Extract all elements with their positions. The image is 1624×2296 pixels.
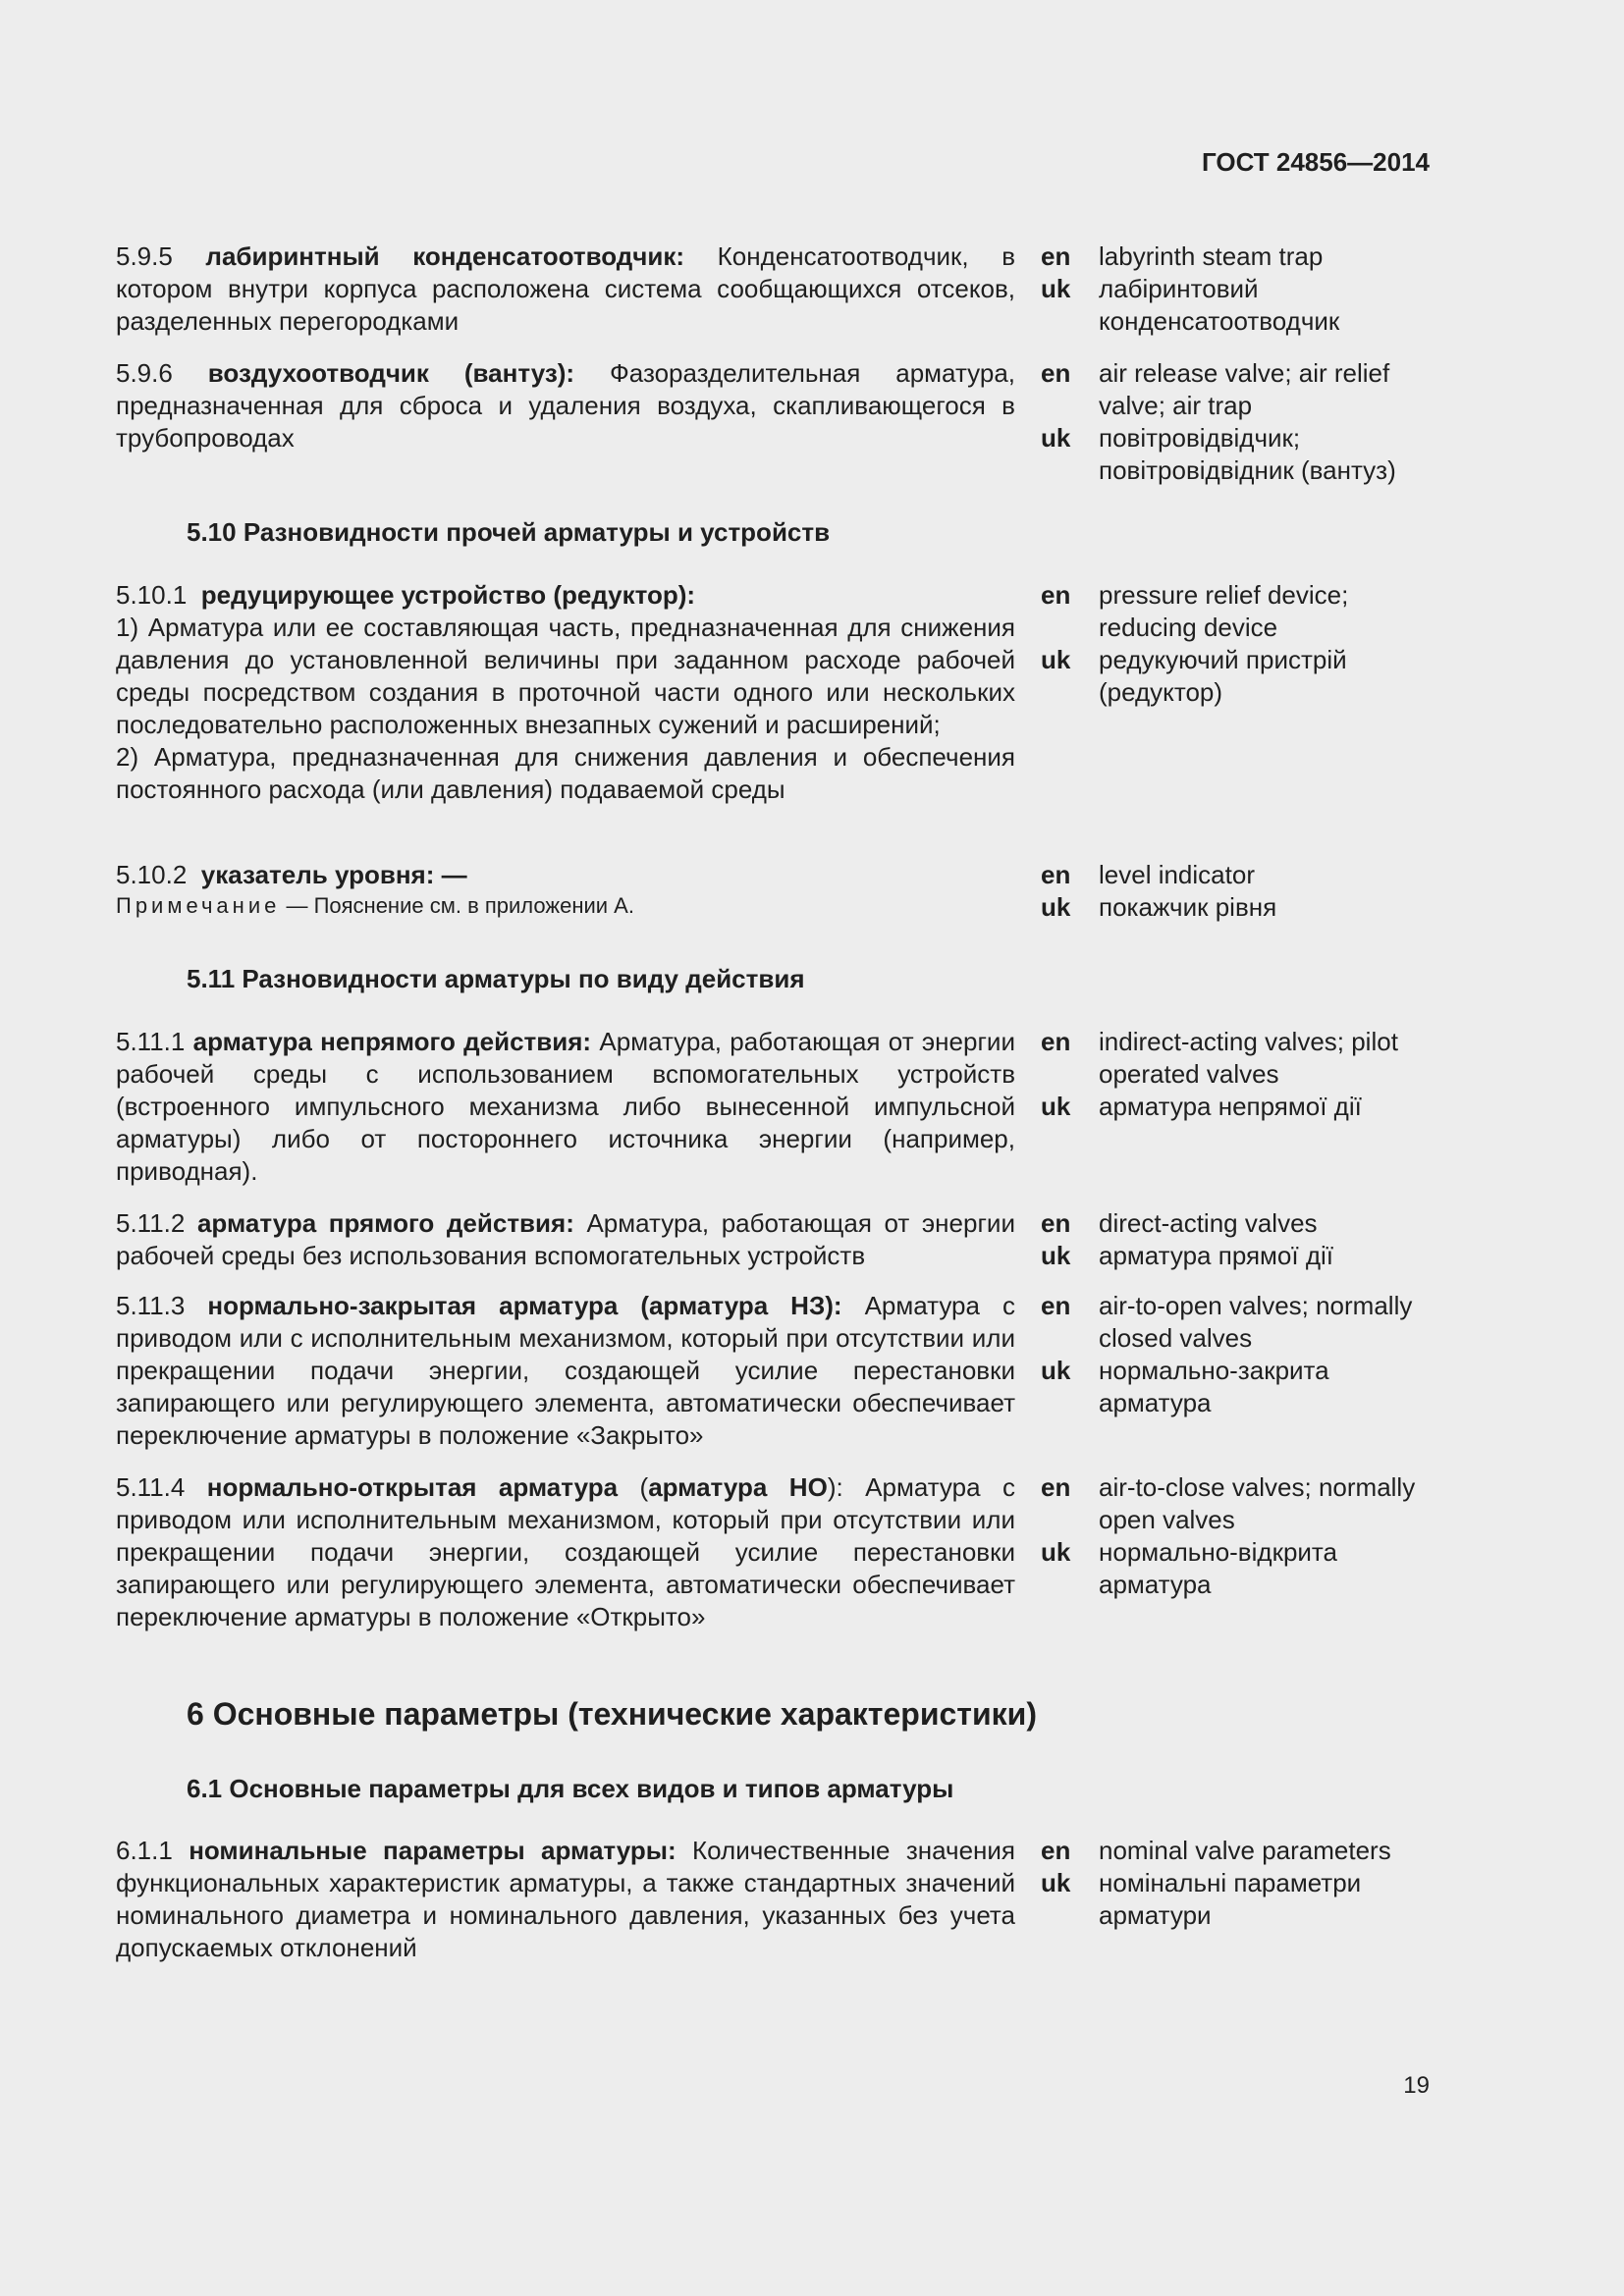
term-definition [116, 240, 1015, 338]
term-number: 5.11.1 [116, 1027, 186, 1056]
translation-en: air-to-open valves; normally closed valves [1099, 1291, 1413, 1353]
lang-code-uk: uk [1041, 892, 1071, 922]
translation-en: pressure relief device; reducing device [1099, 580, 1349, 642]
term-name: указатель уровня: — [200, 860, 467, 889]
term-name: нормально-закрытая арматура (арматура НЗ): [207, 1291, 842, 1320]
term-number: 5.9.5 [116, 241, 173, 271]
section-heading-6: 6 Основные параметры (технические характеристики) [187, 1696, 1037, 1732]
term-name: нормально-открытая арматура [206, 1472, 619, 1502]
term-number: 5.11.4 [116, 1472, 186, 1502]
translation-uk: нормально-закрита арматура [1099, 1356, 1329, 1417]
lang-code-en: en [1041, 1291, 1071, 1320]
lang-code-uk: uk [1041, 1241, 1071, 1270]
subsection-heading-5-10: 5.10 Разновидности прочей арматуры и устройств [187, 517, 831, 547]
definition-text: Фазоразделительная арматура, предназначенная для сброса и удаления воздуха, скапливающегося в трубопроводах [116, 358, 1015, 453]
term-definition [116, 1207, 1015, 1272]
term-name: воздухоотводчик (вантуз): [207, 358, 575, 388]
term-number: 5.9.6 [116, 358, 173, 388]
translation-uk: номінальні параметри арматури [1099, 1868, 1362, 1930]
definition-text: Арматура, работающая от энергии рабочей среды с использованием вспомогательных устройств (встроенного импульсного механизма либо вынесенной импульсной арматуры) либо от постороннего источника энергии (например, приводная). [116, 1027, 1015, 1186]
lang-code-uk: uk [1041, 1092, 1071, 1121]
term-definition [116, 1290, 1015, 1452]
term-number: 5.10.1 [116, 580, 188, 610]
lang-code-uk: uk [1041, 1356, 1071, 1385]
note-text: — Пояснение см. в приложении А. [286, 893, 634, 918]
note [116, 891, 1015, 921]
term-abbreviation: арматура НО [648, 1472, 828, 1502]
document-header: ГОСТ 24856—2014 [1202, 147, 1430, 177]
translation-en: direct-acting valves [1099, 1208, 1318, 1238]
translation-en: nominal valve parameters [1099, 1836, 1391, 1865]
term-name: лабиринтный конденсатоотводчик: [205, 241, 685, 271]
lang-code-en: en [1041, 1472, 1071, 1502]
lang-code-en: en [1041, 1027, 1071, 1056]
lang-code-en: en [1041, 860, 1071, 889]
translation-en: indirect-acting valves; pilot operated valves [1099, 1027, 1398, 1089]
lang-code-en: en [1041, 358, 1071, 388]
definition-text: Количественные значения функциональных характеристик арматуры, а также стандартных значений номинального диаметра и номинального давления, указанных без учета допускаемых отклонений [116, 1836, 1015, 1962]
term-paren-close: ): [827, 1472, 843, 1502]
note-label: Примечание [116, 893, 281, 918]
term-definition [116, 1835, 1015, 1964]
translation-en: labyrinth steam trap [1099, 241, 1324, 271]
lang-code-uk: uk [1041, 423, 1071, 453]
definition-text-1: 1) Арматура или ее составляющая часть, предназначенная для снижения давления до установленной величины при заданном расходе рабочей среды посредством создания в проточной части одного или нескольких последовательно расположенных внезапных сужений и расширений; [116, 613, 1015, 739]
lang-code-uk: uk [1041, 274, 1071, 303]
definition-text: Арматура с приводом или с исполнительным механизмом, который при отсутствии или прекращении подачи энергии, создающей усилие перестановки запирающего или регулирующего элемента, автоматически обеспечивает переключение арматуры в положение «Закрыто» [116, 1291, 1015, 1450]
term-number: 6.1.1 [116, 1836, 173, 1865]
translation-uk: нормально-відкрита арматура [1099, 1537, 1338, 1599]
translation-uk: повітровідвідчик; повітровідвідник (вантуз) [1099, 423, 1396, 485]
lang-code-en: en [1041, 1836, 1071, 1865]
term-paren-open: ( [639, 1472, 649, 1502]
term-definition [116, 579, 1015, 806]
lang-code-uk: uk [1041, 1537, 1071, 1567]
lang-code-en: en [1041, 1208, 1071, 1238]
lang-code-uk: uk [1041, 645, 1071, 674]
term-definition [116, 859, 1015, 921]
term-name: номинальные параметры арматуры: [189, 1836, 677, 1865]
translation-uk: арматура непрямої дії [1099, 1092, 1362, 1121]
lang-code-uk: uk [1041, 1868, 1071, 1897]
lang-code-en: en [1041, 580, 1071, 610]
definition-text: Арматура с приводом или исполнительным механизмом, который при отсутствии или прекращении подачи энергии, создающей усилие перестановки запирающего или регулирующего элемента, автоматически обеспечивает переключение арматуры в положение «Открыто» [116, 1472, 1015, 1631]
term-number: 5.10.2 [116, 860, 188, 889]
term-number: 5.11.2 [116, 1208, 186, 1238]
term-definition [116, 1471, 1015, 1633]
subsection-heading-5-11: 5.11 Разновидности арматуры по виду действия [187, 964, 805, 993]
term-name: редуцирующее устройство (редуктор): [200, 580, 696, 610]
translation-en: air release valve; air relief valve; air trap [1099, 358, 1390, 420]
translation-en: level indicator [1099, 860, 1255, 889]
term-name: арматура непрямого действия: [192, 1027, 592, 1056]
translation-uk: редукуючий пристрій (редуктор) [1099, 645, 1347, 707]
translation-uk: покажчик рівня [1099, 892, 1277, 922]
definition-text: Арматура, работающая от энергии рабочей среды без использования вспомогательных устройств [116, 1208, 1015, 1270]
term-number: 5.11.3 [116, 1291, 186, 1320]
translation-en: air-to-close valves; normally open valves [1099, 1472, 1416, 1534]
definition-text-2: 2) Арматура, предназначенная для снижения давления и обеспечения постоянного расхода (или давления) подаваемой среды [116, 742, 1015, 804]
term-definition [116, 357, 1015, 454]
subsection-heading-6-1: 6.1 Основные параметры для всех видов и типов арматуры [187, 1774, 954, 1803]
translation-uk: арматура прямої дії [1099, 1241, 1334, 1270]
translation-uk: лабіринтовий конденсатоотводчик [1099, 274, 1340, 336]
page-number: 19 [1403, 2072, 1430, 2099]
definition-text: Конденсатоотводчик, в котором внутри корпуса расположена система сообщающихся отсеков, разделенных перегородками [116, 241, 1016, 336]
term-definition [116, 1026, 1015, 1188]
term-name: арматура прямого действия: [196, 1208, 574, 1238]
lang-code-en: en [1041, 241, 1071, 271]
